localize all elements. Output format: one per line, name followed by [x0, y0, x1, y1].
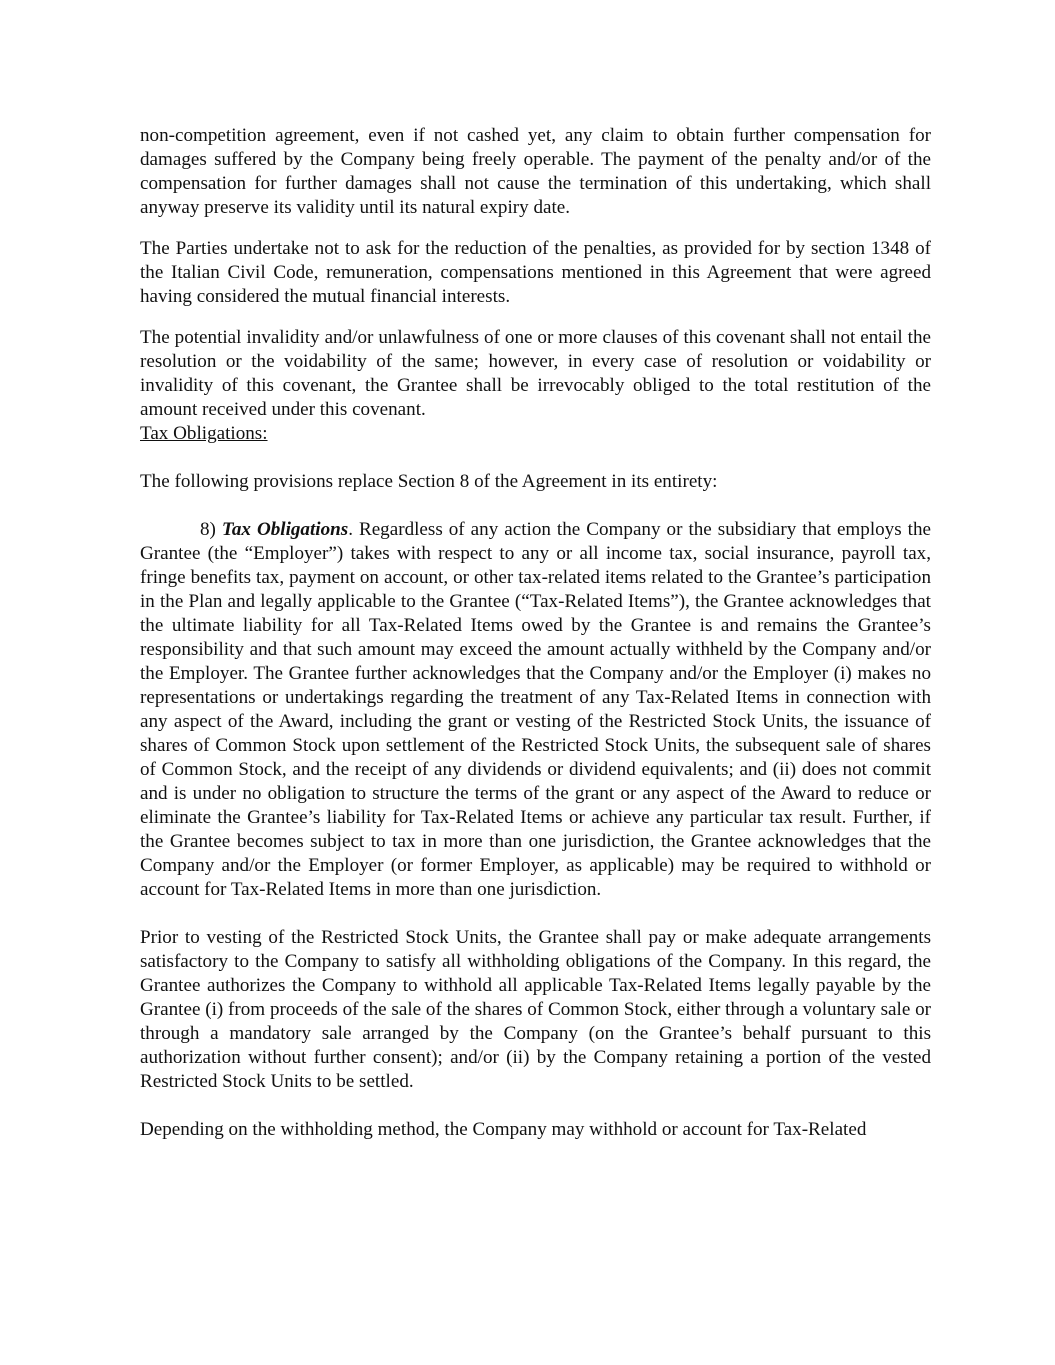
- paragraph-spacer: [140, 1094, 931, 1118]
- section-8-paragraph: [140, 518, 931, 902]
- paragraph-spacer: [140, 902, 931, 926]
- paragraph-spacer: [140, 494, 931, 518]
- section-8-number: 8): [200, 519, 216, 540]
- paragraph-spacer: [140, 309, 931, 326]
- document-page: [140, 124, 931, 1142]
- section-8-body: . Regardless of any action the Company or the subsidiary that employs the Grantee (the “Employer”) takes with respect to any or all income tax, social insurance, payroll tax, fringe benefits tax, payment on account, or other tax-related items related to the Grantee’s participation in the Plan and legally applicable to the Grantee (“Tax-Related Items”), the Grantee acknowledges that the ultimate liability for all Tax-Related Items owed by the Grantee is and remains the Grantee’s responsibility and that such amount may exceed the amount actually withheld by the Company and/or the Employer. The Grantee further acknowledges that the Company and/or the Employer (i) makes no representations or undertakings regarding the treatment of any Tax-Related Items in connection with any aspect of the Award, including the grant or vesting of the Restricted Stock Units, the issuance of shares of Common Stock upon settlement of the Restricted Stock Units, the subsequent sale of shares of Common Stock, and the receipt of any dividends or dividend equivalents; and (ii) does not commit and is under no obligation to structure the terms of the grant or any aspect of the Award to reduce or eliminate the Grantee’s liability for Tax-Related Items or achieve any particular tax result. Further, if the Grantee becomes subject to tax in more than one jurisdiction, the Grantee acknowledges that the Company and/or the Employer (or former Employer, as applicable) may be required to withhold or account for Tax-Related Items in more than one jurisdiction.: [140, 519, 931, 900]
- tax-obligations-heading: Tax Obligations:: [140, 423, 268, 444]
- paragraph-penalty-compensation: non-competition agreement, even if not cashed yet, any claim to obtain further compensation for damages suffered by the Company being freely operable. The payment of the penalty and/or of the compensation for further damages shall not cause the termination of this undertaking, which shall anyway preserve its validity until its natural expiry date.: [140, 125, 931, 218]
- section-8-title: Tax Obligations: [221, 519, 349, 540]
- paragraph-spacer: [140, 446, 931, 470]
- paragraph-prior-to-vesting: Prior to vesting of the Restricted Stock Units, the Grantee shall pay or make adequate arrangements satisfactory to the Company to satisfy all withholding obligations of the Company. In this regard, the Grantee authorizes the Company to withhold all applicable Tax-Related Items legally payable by the Grantee (i) from proceeds of the sale of the shares of Common Stock, either through a voluntary sale or through a mandatory sale arranged by the Company (on the Grantee’s behalf pursuant to this authorization without further consent); and/or (ii) by the Company retaining a portion of the vested Restricted Stock Units to be settled.: [140, 927, 931, 1092]
- paragraph-spacer: [140, 220, 931, 237]
- paragraph-invalidity: The potential invalidity and/or unlawfulness of one or more clauses of this covenant shall not entail the resolution or the voidability of the same; however, in every case of resolution or voidability or invalidity of this covenant, the Grantee shall be irrevocably obliged to the total restitution of the amount received under this covenant.: [140, 327, 931, 420]
- paragraph-withholding-method: Depending on the withholding method, the Company may withhold or account for Tax-Related: [140, 1119, 867, 1140]
- paragraph-penalty-reduction: The Parties undertake not to ask for the reduction of the penalties, as provided for by section 1348 of the Italian Civil Code, remuneration, compensations mentioned in this Agreement that were agreed having considered the mutual financial interests.: [140, 238, 931, 307]
- paragraph-replacement-intro: The following provisions replace Section 8 of the Agreement in its entirety:: [140, 471, 718, 492]
